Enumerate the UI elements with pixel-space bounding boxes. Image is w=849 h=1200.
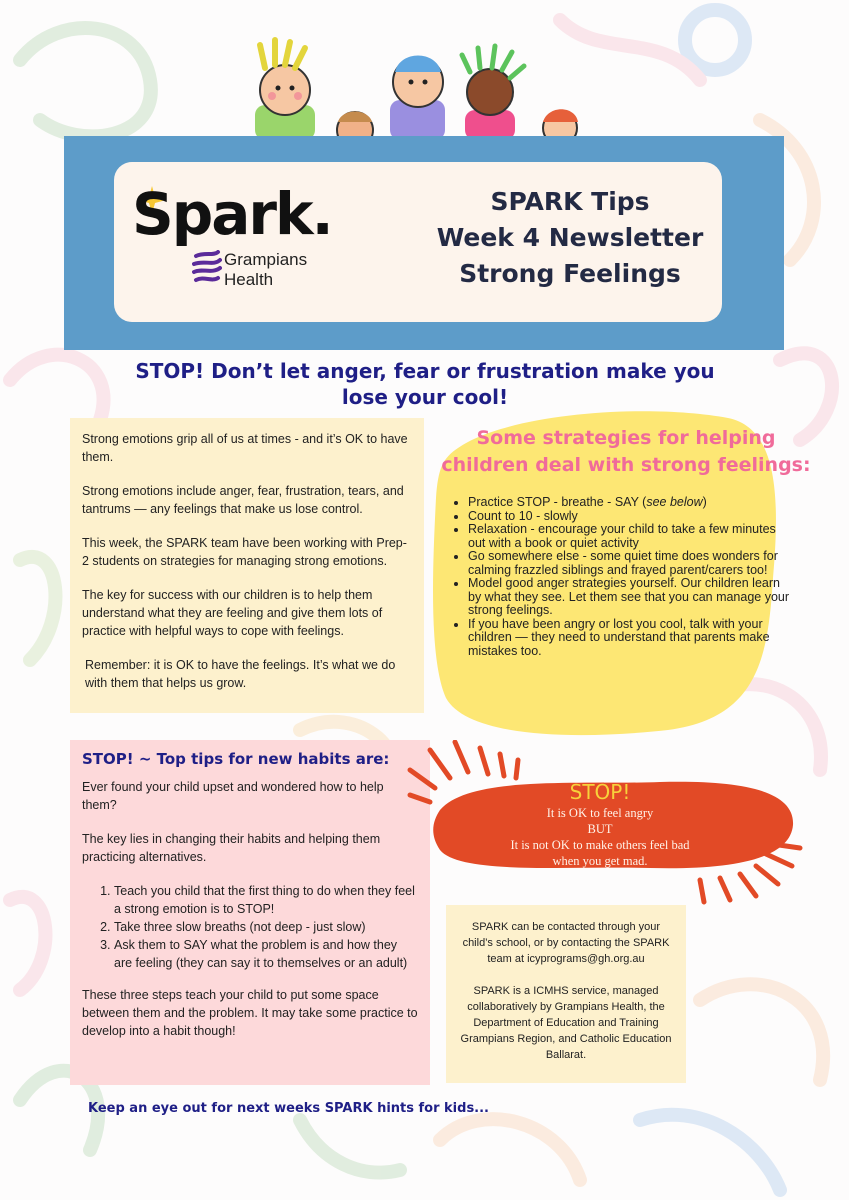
logo-sub-line2: Health — [224, 270, 274, 289]
kid-3 — [390, 56, 445, 141]
contact-box — [446, 905, 686, 1083]
stop-line: when you get mad. — [552, 854, 648, 868]
stop-title: STOP! — [569, 780, 631, 804]
kids-illustration — [230, 30, 590, 140]
top-tips-box — [70, 740, 430, 1085]
stop-line: BUT — [587, 822, 613, 836]
intro-paragraph: Strong emotions include anger, fear, frustration, tears, and tantrums — any feelings that make us lose control. — [82, 484, 404, 516]
strategy-item: • Count to 10 - slowly — [468, 510, 790, 524]
tips-step: 2. Take three slow breaths (not deep - just slow) — [114, 918, 418, 936]
title-line-1: SPARK Tips — [490, 187, 650, 216]
headline — [80, 358, 770, 410]
strategy-item: • If you have been angry or lost you cool, talk with your children — they need to understand that parents make mistakes too. — [468, 618, 790, 659]
footer-note: Keep an eye out for next weeks SPARK hints for kids... — [88, 1101, 489, 1116]
top-tips-title: STOP! ~ Top tips for new habits are: — [82, 750, 390, 768]
strategy-item-emphasis: see below — [646, 495, 703, 509]
logo-wordmark: Spark. — [132, 180, 332, 248]
grampians-health-mark-icon — [192, 250, 222, 286]
strategy-item: • Go somewhere else - some quiet time does wonders for calming frazzled siblings and frayed parent/carers too! — [468, 550, 790, 577]
strategies-title — [440, 425, 812, 479]
headline-line-1: STOP! Don’t let anger, fear or frustration make you — [135, 359, 715, 383]
tips-paragraph: The key lies in changing their habits and helping them practicing alternatives. — [82, 832, 381, 864]
tips-paragraph: These three steps teach your child to put some space between them and the problem. It may take some practice to develop into a habit though! — [82, 988, 418, 1038]
tips-paragraph: Ever found your child upset and wondered how to help them? — [82, 780, 384, 812]
tips-step: 3. Ask them to SAY what the problem is and how they are feeling (they can say it to themselves or an adult) — [114, 936, 418, 972]
title-line-3: Strong Feelings — [459, 259, 681, 288]
contact-paragraph: SPARK can be contacted through your child’s school, or by contacting the SPARK team at icyprograms@gh.org.au — [462, 921, 670, 965]
newsletter-title — [420, 184, 720, 292]
spark-grampians-logo — [132, 180, 352, 294]
strategies-list — [446, 496, 790, 658]
tips-steps-list — [82, 882, 418, 972]
intro-box — [70, 418, 424, 713]
intro-paragraph: Remember: it is OK to have the feelings. It’s what we do with them that helps us grow. — [85, 658, 396, 690]
strategy-item: • Relaxation - encourage your child to take a few minutes out with a book or quiet activity — [468, 523, 790, 550]
headline-line-2: lose your cool! — [341, 385, 509, 409]
intro-paragraph: The key for success with our children is to help them understand what they are feeling and give them lots of practice with helpful ways to cope with feelings. — [82, 588, 383, 638]
stop-line: It is OK to feel angry — [546, 806, 654, 820]
strategies-title-line-1: Some strategies for helping — [476, 427, 776, 449]
tips-step: 1. Teach you child that the first thing to do when they feel a strong emotion is to STOP! — [114, 882, 418, 918]
stop-line: It is not OK to make others feel bad — [510, 838, 690, 852]
kid-4 — [462, 46, 524, 140]
kid-1 — [255, 40, 315, 140]
logo-sub-line1: Grampians — [224, 250, 308, 269]
strategy-item: • Practice STOP - breathe - SAY (see below) — [468, 496, 790, 510]
intro-paragraph: Strong emotions grip all of us at times - and it’s OK to have them. — [82, 432, 408, 464]
intro-paragraph: This week, the SPARK team have been working with Prep-2 students on strategies for managing strong emotions. — [82, 536, 407, 568]
title-line-2: Week 4 Newsletter — [436, 223, 704, 252]
strategies-title-line-2: children deal with strong feelings: — [441, 454, 811, 476]
contact-paragraph: SPARK is a ICMHS service, managed collaboratively by Grampians Health, the Department of Education and Training Grampians Region, and Catholic Education Ballarat. — [460, 985, 672, 1061]
strategy-item: • Model good anger strategies yourself. Our children learn by what they see. Let them see that you can manage your strong feelings. — [468, 577, 790, 618]
stop-message — [470, 805, 730, 869]
